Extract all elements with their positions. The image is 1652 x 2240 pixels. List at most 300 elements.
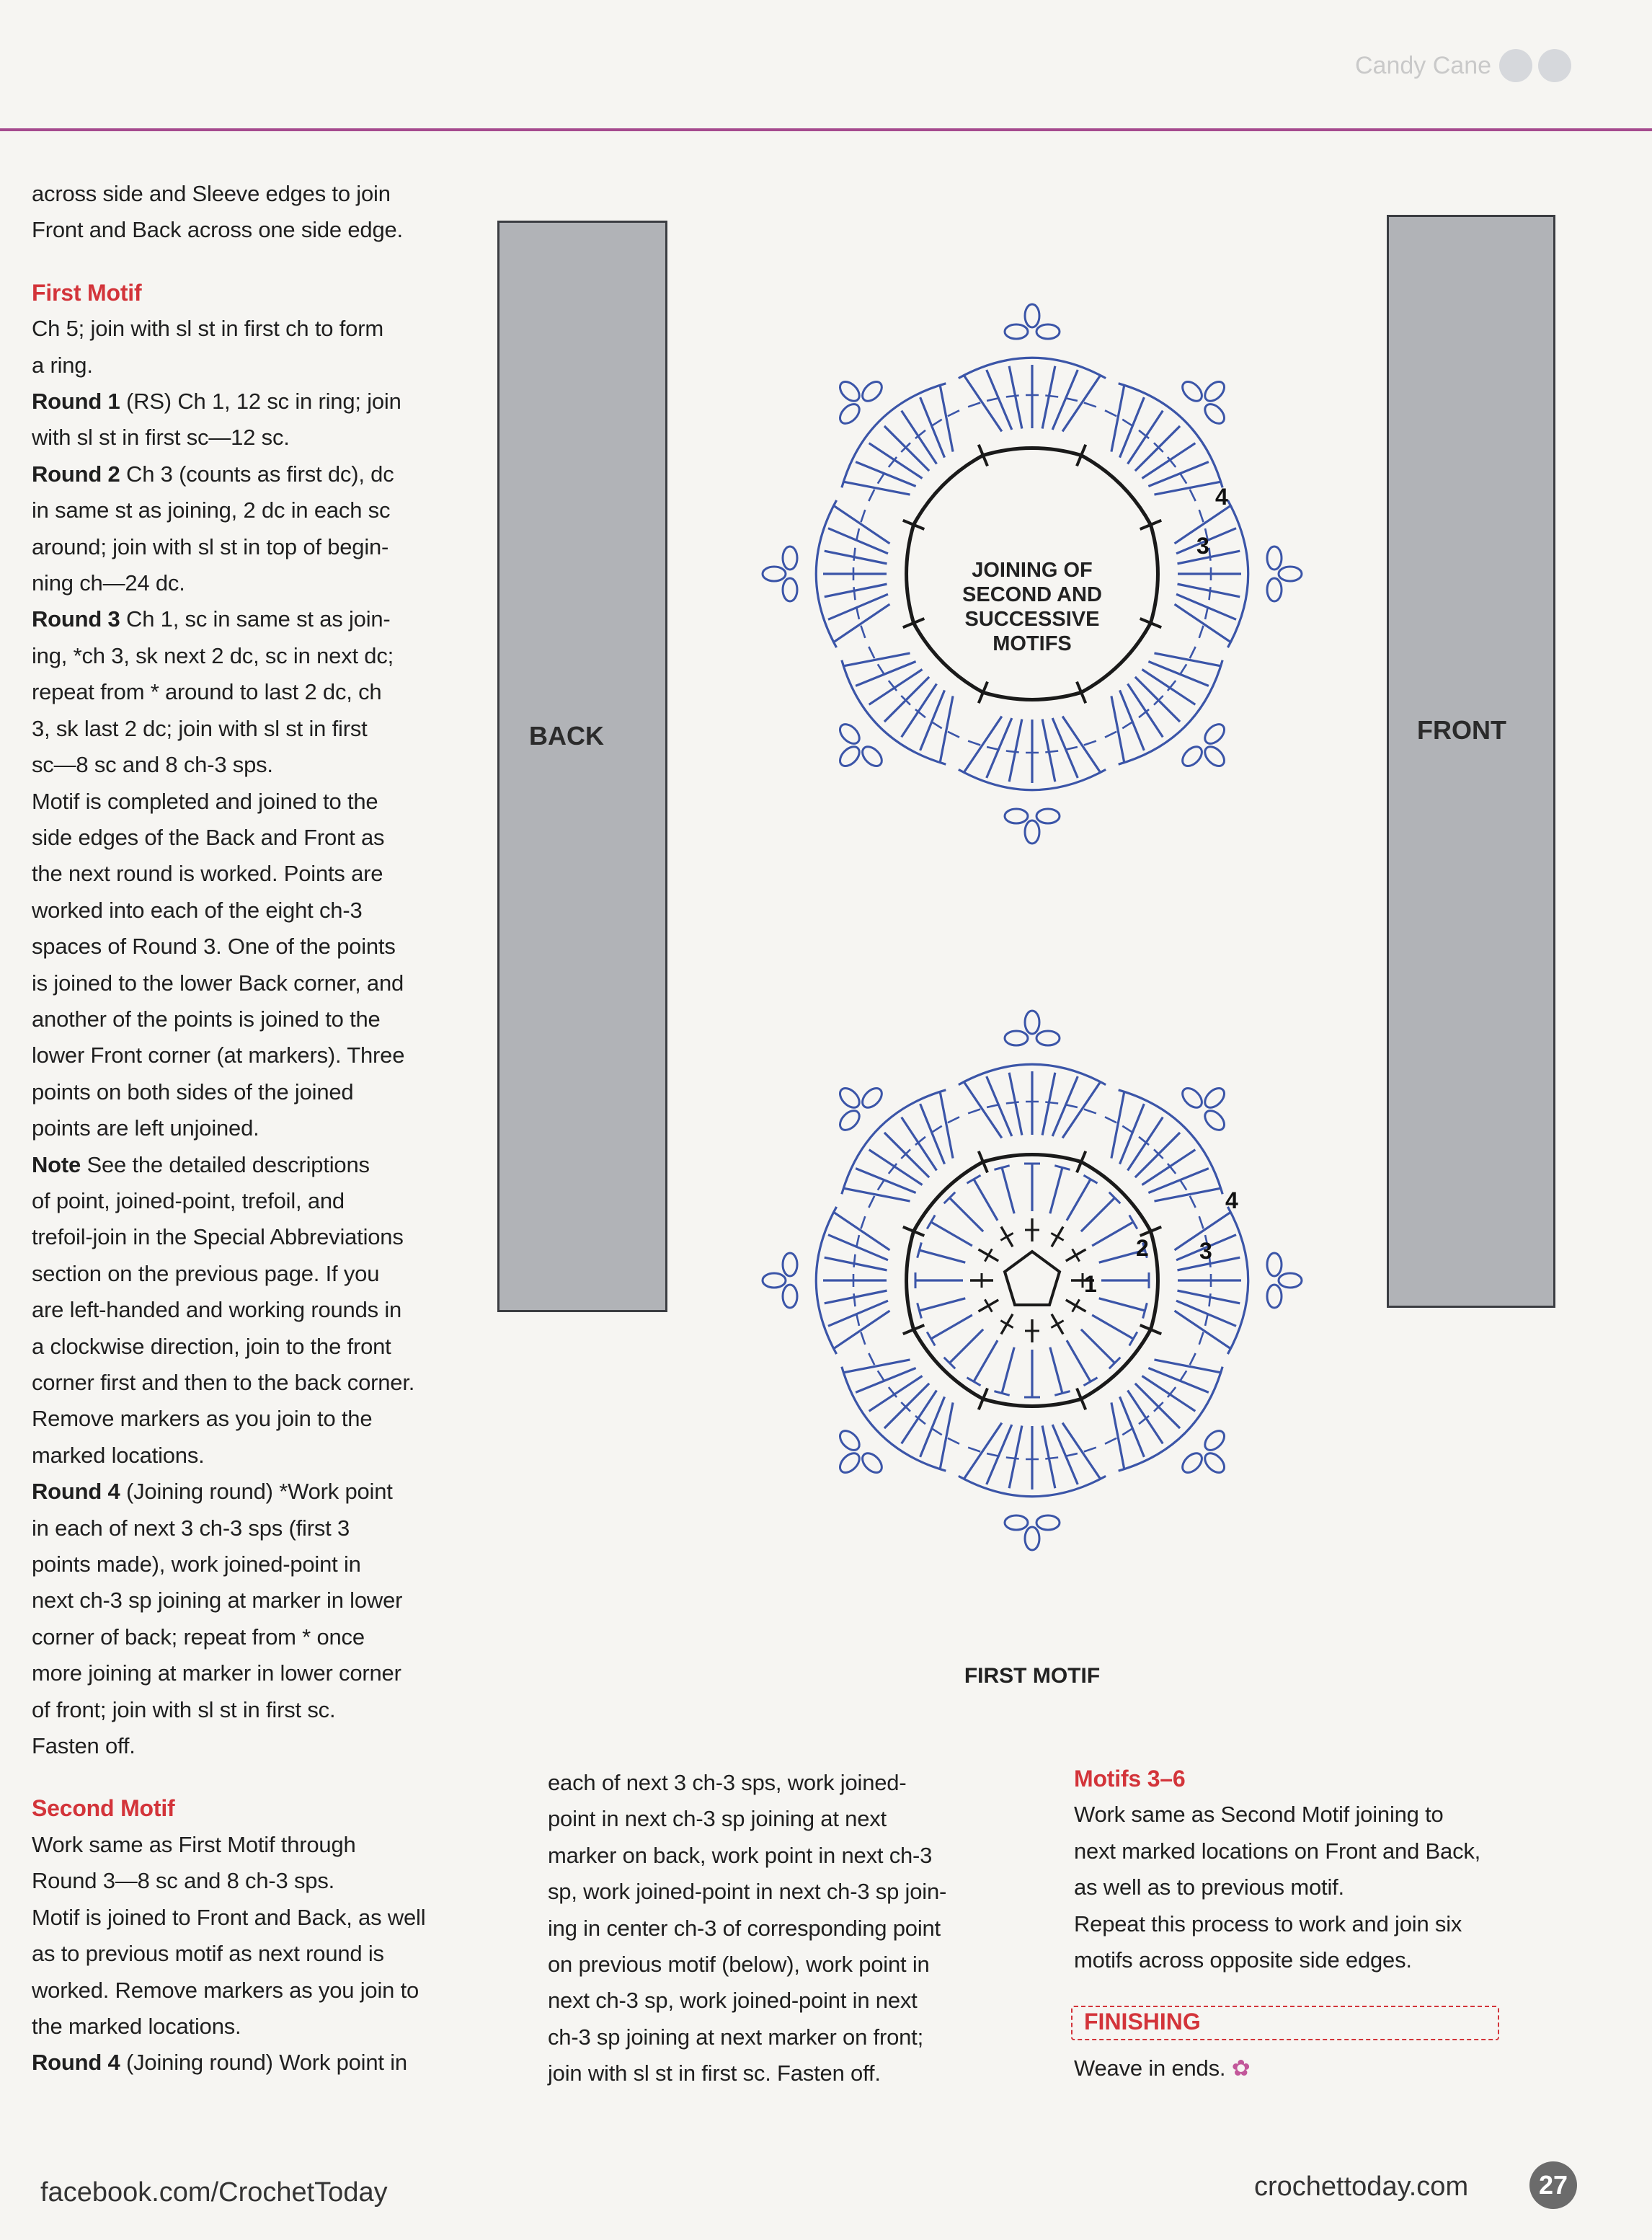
dc-stitch — [825, 1257, 887, 1270]
body-line: as well as to previous motif. — [1074, 1874, 1344, 1900]
dc-round2-top — [1129, 1215, 1137, 1229]
trefoil-loop — [1202, 401, 1228, 428]
body-line: points on both sides of the joined — [32, 1079, 354, 1104]
dc-stitch — [1062, 1083, 1100, 1138]
trefoil-loop — [1202, 378, 1228, 404]
dc-crossbar — [1065, 398, 1078, 401]
dc-stitch — [1127, 1117, 1163, 1171]
dc-round2-top — [1129, 1332, 1137, 1345]
trefoil-loop — [783, 578, 797, 601]
trefoil-loop — [1025, 820, 1039, 844]
first-motif-heading: First Motif — [32, 279, 142, 306]
body-line: sp, work joined-point in next ch-3 sp join- — [548, 1879, 947, 1905]
dc-stitch — [856, 1368, 915, 1393]
dc-crossbar — [1045, 751, 1058, 753]
dc-stitch — [1142, 669, 1195, 704]
trefoil-loop — [1202, 721, 1228, 748]
dc-crossbar — [878, 1179, 885, 1190]
caption-line: MOTIFS — [992, 632, 1072, 655]
dc-crossbar — [869, 647, 874, 658]
trefoil-loop — [836, 401, 863, 428]
trefoil-loop — [836, 1427, 863, 1454]
dc-crossbar — [878, 473, 885, 484]
body-line: section on the previous page. If you — [32, 1260, 380, 1286]
round2-line: Round 2 Ch 3 (counts as first dc), dc — [32, 461, 394, 487]
sc-round1-cross — [985, 1299, 992, 1311]
trefoil-loop — [859, 743, 886, 770]
body-line: motifs across opposite side edges. — [1074, 1947, 1412, 1973]
dc-crossbar — [1006, 396, 1019, 397]
dc-round2 — [1067, 1340, 1091, 1381]
dc-crossbar — [968, 1109, 980, 1113]
dc-stitch — [1148, 1368, 1208, 1393]
dc-stitch — [1154, 482, 1220, 495]
dc-crossbar — [869, 490, 874, 501]
body-line: in each of next 3 ch-3 sps (first 3 — [32, 1515, 350, 1541]
trefoil-loop — [1267, 1285, 1282, 1308]
dc-crossbar — [1084, 1109, 1096, 1113]
trefoil-loop — [836, 1107, 863, 1134]
trefoil-loop — [1025, 1011, 1039, 1034]
trefoil-loop — [783, 546, 797, 570]
dc-stitch — [920, 1396, 945, 1456]
dc-round2 — [974, 1340, 998, 1381]
dc-crossbar — [1084, 402, 1096, 407]
dc-crossbar — [1045, 1458, 1058, 1459]
trefoil-loop — [763, 567, 786, 581]
body-line: ning ch—24 dc. — [32, 570, 185, 596]
round-label: 1 — [1084, 1271, 1097, 1297]
dc-crossbar — [1180, 1371, 1187, 1381]
dc-stitch — [1120, 690, 1145, 750]
chain-arc — [1150, 525, 1158, 623]
dc-crossbar — [1084, 741, 1096, 745]
finishing-heading: FINISHING — [1084, 2009, 1201, 2035]
round3-line: Round 3 Ch 1, sc in same st as join- — [32, 606, 391, 632]
round-label: 3 — [1199, 1238, 1212, 1264]
dc-crossbar — [1209, 1293, 1211, 1306]
trefoil-loop — [1005, 1031, 1028, 1045]
trefoil-loop — [836, 1450, 863, 1477]
chain-arc — [983, 692, 1081, 699]
body-line: Fasten off. — [32, 1733, 136, 1759]
dc-round2 — [949, 1329, 983, 1363]
dc-crossbar — [987, 1104, 1000, 1107]
body-line: points are left unjoined. — [32, 1115, 259, 1141]
dc-crossbar — [869, 1196, 874, 1208]
trefoil-loop — [836, 378, 863, 404]
dc-crossbar — [1209, 548, 1211, 561]
dc-stitch — [856, 662, 915, 686]
body-line: worked into each of the eight ch-3 — [32, 897, 363, 923]
dc-crossbar — [861, 1216, 865, 1229]
dc-stitch — [845, 653, 910, 666]
chain-arc — [907, 525, 914, 623]
dc-stitch — [1042, 720, 1055, 782]
body-line: Work same as Second Motif joining to — [1074, 1802, 1444, 1828]
body-line: Ch 5; join with sl st in first ch to form — [32, 316, 383, 342]
dc-crossbar — [1122, 722, 1133, 729]
dc-round2-top — [1083, 1378, 1097, 1386]
body-line: of front; join with sl st in first sc. — [32, 1696, 336, 1722]
dc-stitch — [1009, 1073, 1022, 1136]
body-line: ing in center ch-3 of corresponding point — [548, 1915, 941, 1941]
round-label: 4 — [1225, 1187, 1238, 1213]
dc-round2 — [931, 1315, 972, 1339]
dc-stitch — [835, 506, 890, 544]
dc-crossbar — [1205, 1313, 1208, 1326]
dc-crossbar — [1190, 647, 1196, 658]
dc-crossbar — [1065, 747, 1078, 750]
dc-round2 — [1099, 1298, 1145, 1311]
second-motif-heading: Second Motif — [32, 1795, 175, 1822]
dc-crossbar — [968, 1448, 980, 1452]
trefoil-loop — [1036, 324, 1060, 339]
dc-stitch — [1142, 1376, 1195, 1411]
trefoil-loop — [1036, 1031, 1060, 1045]
dc-round2 — [1067, 1179, 1091, 1221]
intro-line: across side and Sleeve edges to join — [32, 181, 391, 206]
dc-crossbar — [931, 1428, 942, 1435]
footer-website-link[interactable]: crochettoday.com — [1254, 2172, 1469, 2202]
dc-stitch — [940, 1093, 953, 1159]
round3-label: Round 3 — [32, 606, 120, 632]
dc-stitch — [1142, 1150, 1195, 1185]
chain-arc — [983, 448, 1081, 456]
trefoil-loop — [1179, 743, 1206, 770]
trefoil-loop — [859, 1084, 886, 1111]
dc-crossbar — [931, 1126, 942, 1133]
dc-stitch — [1148, 662, 1208, 686]
dc-stitch — [940, 1402, 953, 1468]
trefoil-loop — [1267, 578, 1282, 601]
round4-line: Round 4 (Joining round) *Work point — [32, 1479, 393, 1505]
dc-crossbar — [1065, 1453, 1078, 1456]
dc-crossbar — [987, 747, 1000, 750]
body-line: Repeat this process to work and join six — [1074, 1911, 1462, 1936]
back-label: BACK — [529, 721, 604, 751]
dc-crossbar — [1199, 510, 1204, 522]
note-label: Note — [32, 1151, 81, 1177]
body-line: point in next ch-3 sp joining at next — [548, 1806, 887, 1832]
dc-round2 — [1092, 1222, 1133, 1246]
dc-crossbar — [861, 510, 865, 522]
dc-stitch — [940, 386, 953, 452]
body-line: on previous motif (below), work point in — [548, 1952, 930, 1978]
sc-round1-cross — [985, 1249, 992, 1261]
trefoil-loop — [859, 378, 886, 404]
body-line: each of next 3 ch-3 sps, work joined- — [548, 1770, 907, 1795]
sc-round1-cross — [1051, 1321, 1063, 1328]
dc-stitch — [1042, 366, 1055, 429]
body-line: as to previous motif as next round is — [32, 1941, 384, 1967]
dc-crossbar — [861, 626, 865, 638]
dc-stitch — [902, 683, 937, 737]
trefoil-loop — [1179, 1450, 1206, 1477]
round-label: 4 — [1215, 484, 1228, 510]
dc-stitch — [835, 1213, 890, 1250]
dc-stitch — [1175, 604, 1230, 642]
dc-crossbar — [1045, 396, 1058, 397]
front-label: FRONT — [1417, 715, 1506, 745]
body-line: marked locations. — [32, 1442, 205, 1468]
dc-stitch — [856, 1169, 915, 1193]
body-line: next ch-3 sp joining at marker in lower — [32, 1588, 403, 1613]
dc-stitch — [1154, 1360, 1220, 1373]
dc-stitch — [869, 1376, 923, 1411]
round-label: 3 — [1196, 533, 1209, 559]
dc-crossbar — [1122, 420, 1133, 427]
dc-round2 — [949, 1198, 983, 1231]
caption-line: SUCCESSIVE — [964, 608, 1100, 631]
dc-stitch — [902, 1390, 937, 1443]
body-line: with sl st in first sc—12 sc. — [32, 425, 290, 451]
dc-stitch — [1009, 1426, 1022, 1489]
dc-stitch — [1009, 720, 1022, 782]
trefoil-loop — [1036, 1515, 1060, 1530]
round4b-label: Round 4 — [32, 2050, 120, 2076]
trefoil-loop — [783, 1253, 797, 1276]
body-line: marker on back, work point in next ch-3 — [548, 1842, 933, 1868]
dc-stitch — [1127, 1390, 1163, 1443]
trefoil-loop — [1202, 1450, 1228, 1477]
trefoil-loop — [1179, 1084, 1206, 1111]
dc-crossbar — [878, 1371, 885, 1381]
dc-stitch — [869, 1150, 923, 1185]
body-line: repeat from * around to last 2 dc, ch — [32, 679, 382, 705]
body-line: are left-handed and working rounds in — [32, 1297, 402, 1323]
dc-round2 — [1002, 1347, 1014, 1394]
dc-crossbar — [948, 732, 959, 738]
dc-stitch — [825, 1291, 887, 1303]
running-title: Candy Cane — [1355, 52, 1492, 79]
body-line: next ch-3 sp, work joined-point in next — [548, 1988, 918, 2014]
dc-crossbar — [1045, 1102, 1058, 1104]
dc-stitch — [1154, 653, 1220, 666]
trefoil-loop — [1036, 809, 1060, 823]
dc-stitch — [1062, 717, 1100, 772]
dc-round2-top — [967, 1175, 980, 1183]
dc-stitch — [920, 690, 945, 750]
trefoil-loop — [1179, 378, 1206, 404]
flower-end-icon: ✿ — [1231, 2055, 1251, 2081]
dc-stitch — [1178, 1291, 1240, 1303]
trefoil-loop — [1202, 743, 1228, 770]
dc-stitch — [964, 1423, 1002, 1479]
dc-stitch — [920, 1104, 945, 1164]
body-line: ing, *ch 3, sk next 2 dc, sc in next dc; — [32, 642, 394, 668]
dc-crossbar — [948, 1117, 959, 1123]
dc-crossbar — [968, 402, 980, 407]
dc-crossbar — [869, 1353, 874, 1365]
dc-crossbar — [1180, 664, 1187, 675]
dc-round2 — [920, 1298, 966, 1311]
body-line: 3, sk last 2 dc; join with sl st in first — [32, 715, 368, 741]
body-line: the next round is worked. Points are — [32, 861, 383, 887]
body-line: Remove markers as you join to the — [32, 1406, 373, 1432]
dc-crossbar — [1199, 626, 1204, 638]
trefoil-loop — [1202, 1084, 1228, 1111]
dc-stitch — [869, 669, 923, 704]
dc-round2-top — [967, 1378, 980, 1386]
dc-crossbar — [1180, 473, 1187, 484]
motifs-3-6-heading: Motifs 3–6 — [1074, 1766, 1186, 1792]
caption-line: JOINING OF — [972, 559, 1093, 582]
dc-stitch — [1148, 1169, 1208, 1193]
body-line: Work same as First Motif through — [32, 1831, 356, 1857]
dc-stitch — [1120, 397, 1145, 457]
dc-stitch — [835, 604, 890, 642]
dc-stitch — [1178, 584, 1240, 597]
dc-stitch — [1111, 696, 1124, 761]
body-line: corner of back; repeat from * once — [32, 1624, 365, 1650]
dc-round2 — [1002, 1168, 1014, 1214]
dc-crossbar — [1205, 606, 1208, 619]
dc-stitch — [1009, 366, 1022, 429]
dc-stitch — [964, 376, 1002, 432]
dc-stitch — [1148, 462, 1208, 487]
trefoil-loop — [783, 1285, 797, 1308]
body-line: next marked locations on Front and Back, — [1074, 1838, 1481, 1864]
dc-stitch — [869, 443, 923, 479]
body-line: sc—8 sc and 8 ch-3 sps. — [32, 752, 273, 778]
trefoil-loop — [836, 743, 863, 770]
dc-crossbar — [856, 606, 859, 619]
body-line: ch-3 sp joining at next marker on front; — [548, 2024, 923, 2050]
dc-crossbar — [948, 1438, 959, 1444]
dc-round2 — [1050, 1168, 1062, 1214]
chain-arc — [983, 1155, 1081, 1162]
dc-crossbar — [1065, 1104, 1078, 1107]
trefoil-loop — [1005, 809, 1028, 823]
body-line: is joined to the lower Back corner, and — [32, 970, 404, 996]
dc-round2-top — [1083, 1175, 1097, 1183]
first-motif-caption: FIRST MOTIF — [964, 1664, 1101, 1688]
dc-stitch — [920, 397, 945, 457]
dc-crossbar — [1190, 1196, 1196, 1208]
round1-label: Round 1 — [32, 389, 120, 415]
round4-label: Round 4 — [32, 1479, 120, 1505]
dc-stitch — [1127, 411, 1163, 464]
intro-line: Front and Back across one side edge. — [32, 217, 403, 243]
body-line: join with sl st in first sc. Fasten off. — [548, 2060, 881, 2086]
trefoil-loop — [1279, 1273, 1302, 1288]
dc-crossbar — [1105, 1438, 1116, 1444]
dc-stitch — [1062, 376, 1100, 432]
trefoil-loop — [1267, 1253, 1282, 1276]
dc-crossbar — [1199, 1332, 1204, 1345]
dc-crossbar — [1180, 1179, 1187, 1190]
trefoil-loop — [1025, 304, 1039, 327]
dc-crossbar — [1084, 1448, 1096, 1452]
trefoil-loop — [1279, 567, 1302, 581]
dc-crossbar — [931, 722, 942, 729]
dc-crossbar — [948, 410, 959, 416]
dc-crossbar — [931, 420, 942, 427]
round1-line: Round 1 (RS) Ch 1, 12 sc in ring; join — [32, 389, 401, 415]
body-line: Motif is joined to Front and Back, as well — [32, 1904, 426, 1930]
center-ring — [1005, 1252, 1060, 1305]
trefoil-loop — [1005, 324, 1028, 339]
body-line: points made), work joined-point in — [32, 1551, 361, 1577]
dc-crossbar — [1006, 751, 1019, 753]
dc-stitch — [856, 462, 915, 487]
body-line: worked. Remove markers as you join to — [32, 1977, 419, 2003]
dc-crossbar — [987, 398, 1000, 401]
sc-round1-cross — [1000, 1233, 1013, 1240]
dc-stitch — [1111, 1402, 1124, 1468]
caption-line: SECOND AND — [962, 583, 1102, 606]
dc-stitch — [1120, 1104, 1145, 1164]
upper-caption — [962, 559, 1102, 655]
dc-crossbar — [854, 587, 856, 600]
dc-stitch — [1154, 1188, 1220, 1201]
dc-crossbar — [1190, 490, 1196, 501]
sc-round1-cross — [1000, 1321, 1013, 1328]
footer-facebook-link[interactable]: facebook.com/CrochetToday — [40, 2177, 388, 2208]
dc-stitch — [845, 482, 910, 495]
dc-crossbar — [1006, 1458, 1019, 1459]
dc-round2-top — [927, 1215, 935, 1229]
sc-round1-cross — [1073, 1299, 1080, 1311]
chain-arc — [1150, 1231, 1158, 1329]
trefoil-loop — [836, 1084, 863, 1111]
round2-label: Round 2 — [32, 461, 120, 487]
dc-crossbar — [854, 1254, 856, 1267]
dc-crossbar — [861, 1332, 865, 1345]
body-line: trefoil-join in the Special Abbreviations — [32, 1224, 404, 1250]
dc-stitch — [1042, 1073, 1055, 1136]
dc-crossbar — [1122, 1428, 1133, 1435]
dc-crossbar — [968, 741, 980, 745]
dc-round2 — [1092, 1315, 1133, 1339]
note-line: Note See the detailed descriptions — [32, 1151, 370, 1177]
body-line: the marked locations. — [32, 2013, 241, 2039]
trefoil-loop — [859, 1450, 886, 1477]
dc-stitch — [1062, 1423, 1100, 1479]
trefoil-loop — [1025, 1527, 1039, 1550]
trefoil-loop — [1202, 1427, 1228, 1454]
body-line: Round 3—8 sc and 8 ch-3 sps. — [32, 1868, 335, 1894]
body-line: more joining at marker in lower corner — [32, 1660, 401, 1686]
dc-stitch — [845, 1188, 910, 1201]
dc-crossbar — [856, 1313, 859, 1326]
dc-crossbar — [1190, 1353, 1196, 1365]
first-motif-chart — [763, 1011, 1302, 1550]
trefoil-loop — [1267, 546, 1282, 570]
dc-round2 — [920, 1250, 966, 1262]
trefoil-loop — [1202, 1107, 1228, 1134]
dc-stitch — [1175, 1311, 1230, 1348]
dc-stitch — [902, 1117, 937, 1171]
dc-round2 — [1050, 1347, 1062, 1394]
dc-round2 — [1081, 1198, 1115, 1231]
sc-round1-cross — [1073, 1249, 1080, 1261]
body-line: side edges of the Back and Front as — [32, 824, 385, 850]
dc-stitch — [1111, 1093, 1124, 1159]
dc-crossbar — [878, 664, 885, 675]
dc-stitch — [825, 551, 887, 564]
dc-stitch — [1120, 1396, 1145, 1456]
dc-stitch — [1042, 1426, 1055, 1489]
dc-crossbar — [856, 528, 859, 541]
chain-arc — [983, 1399, 1081, 1406]
dc-crossbar — [1122, 1126, 1133, 1133]
sc-round1-cross — [1051, 1233, 1063, 1240]
dc-round2-top — [927, 1332, 935, 1345]
dc-stitch — [940, 696, 953, 761]
body-line: another of the points is joined to the — [32, 1006, 381, 1032]
